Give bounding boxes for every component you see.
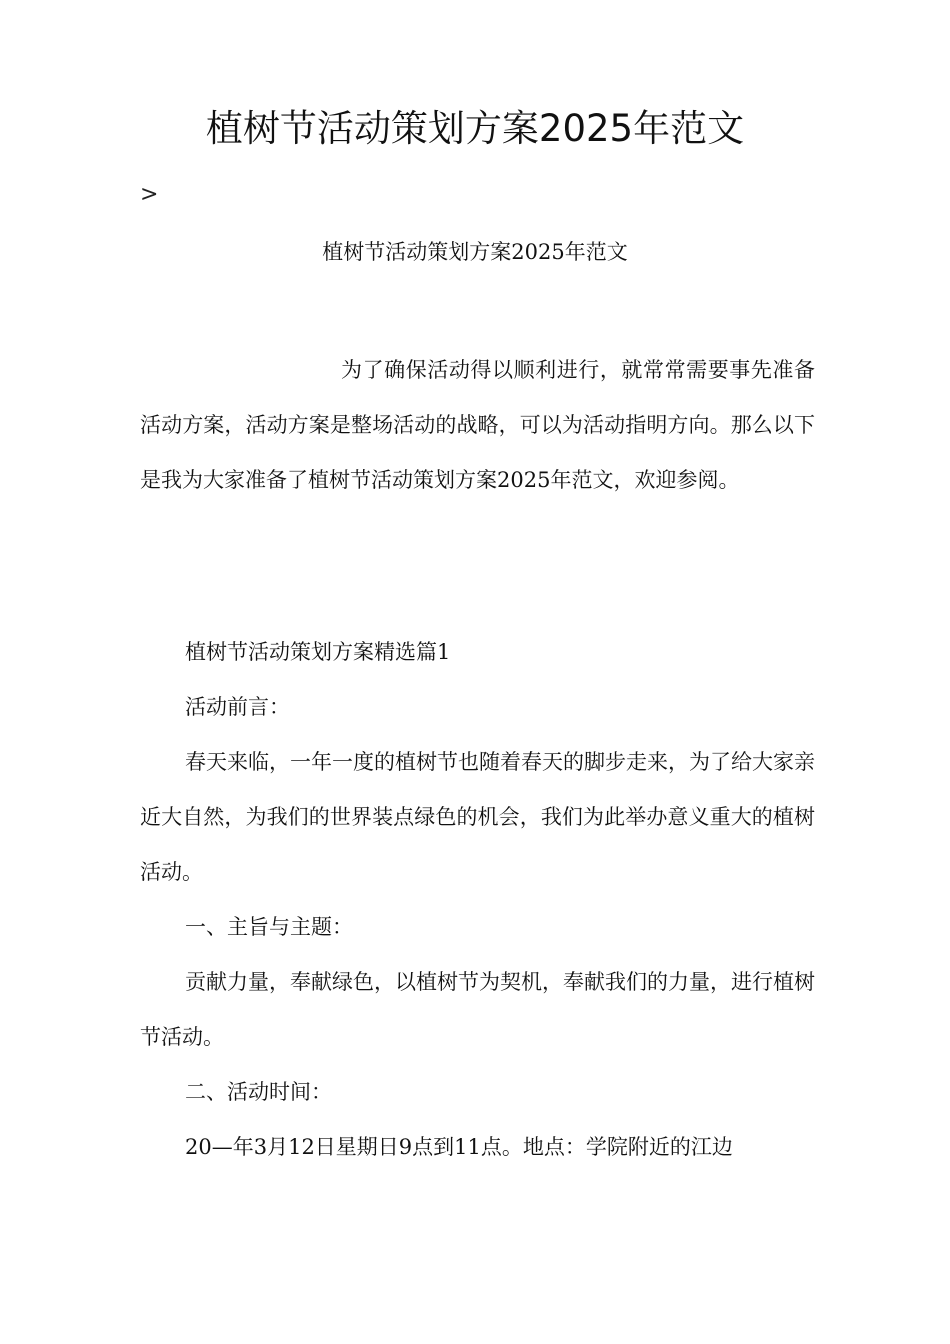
body-paragraph: 二、活动时间： bbox=[185, 1080, 332, 1104]
document-subtitle: 植树节活动策划方案2025年范文 bbox=[322, 240, 628, 264]
intro-paragraph: 为了确保活动得以顺利进行，就常常需要事先准备活动方案，活动方案是整场活动的战略，可以为活动指明方向。那么以下是我为大家准备了植树节活动策划方案2025年范文，欢迎参阅。 bbox=[140, 358, 815, 492]
section-heading: 植树节活动策划方案精选篇1 bbox=[185, 640, 451, 664]
paragraph-label: 活动前言： bbox=[185, 695, 290, 719]
body-paragraph: 一、主旨与主题： bbox=[185, 915, 353, 939]
body-paragraph: 20—年3月12日星期日9点到11点。地点：学院附近的江边 bbox=[185, 1135, 733, 1159]
body-paragraph: 春天来临，一年一度的植树节也随着春天的脚步走来，为了给大家亲近大自然，为我们的世界装点绿色的机会，我们为此举办意义重大的植树活动。 bbox=[140, 750, 815, 884]
document-title: 植树节活动策划方案2025年范文 bbox=[205, 107, 745, 150]
body-paragraph: 贡献力量，奉献绿色，以植树节为契机，奉献我们的力量，进行植树节活动。 bbox=[140, 970, 815, 1049]
chevron-right-icon: > bbox=[140, 182, 159, 207]
